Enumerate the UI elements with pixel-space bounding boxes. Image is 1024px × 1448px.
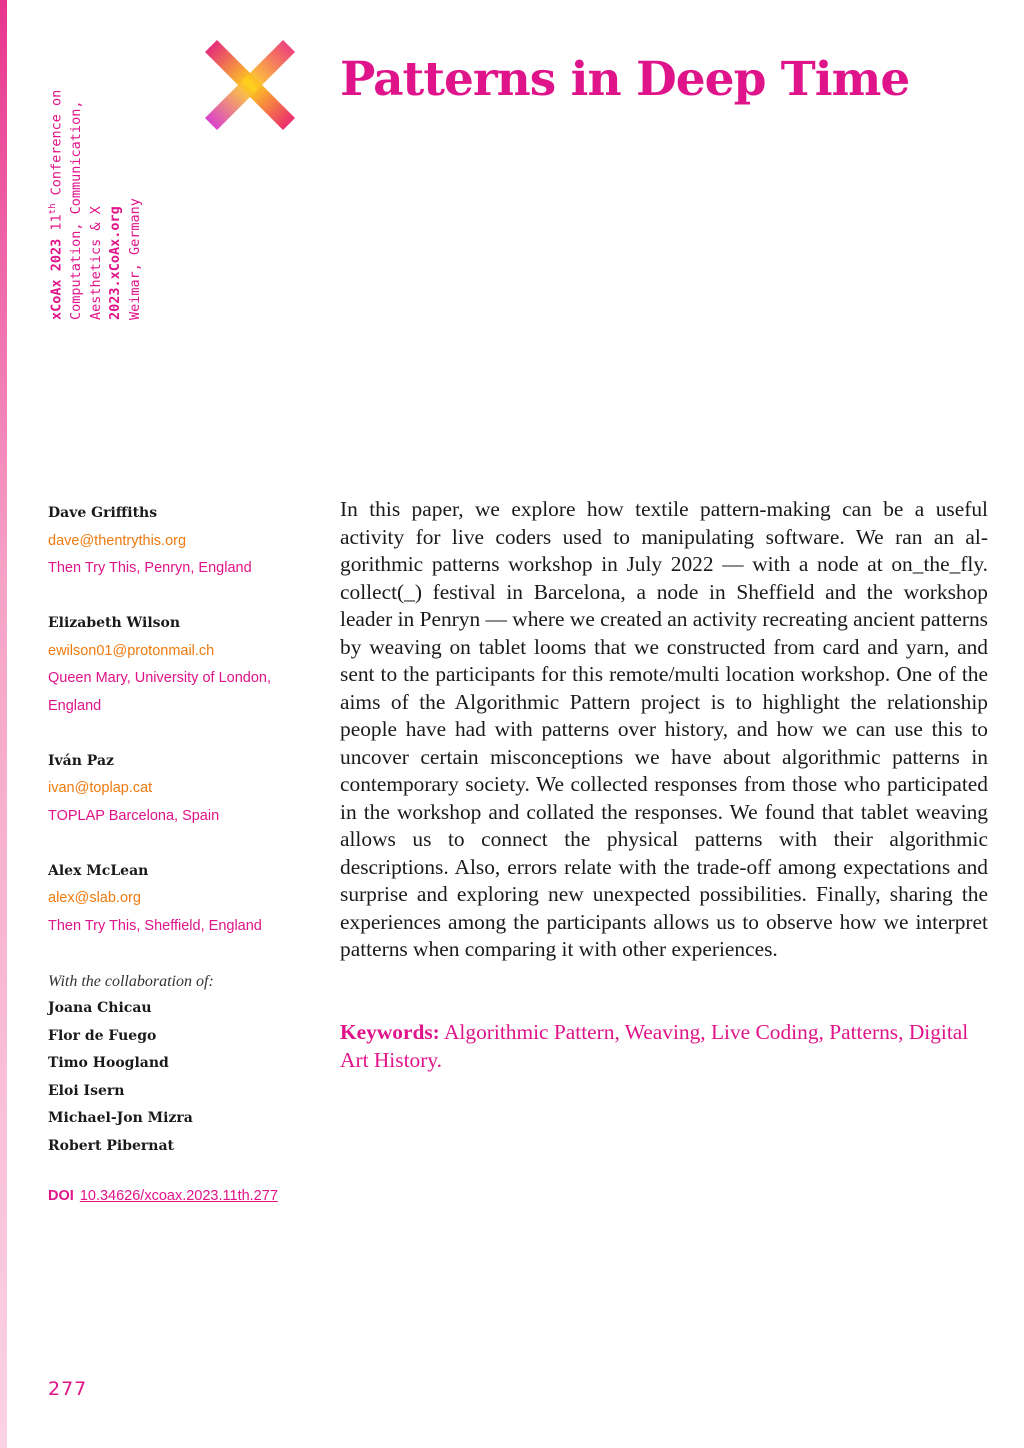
conference-line-1: xCoAx 2023 11th Conference on: [48, 89, 65, 320]
keywords-label: Keywords:: [340, 1020, 440, 1044]
author-list: [48, 500, 308, 1160]
author-block: [48, 500, 308, 583]
author-name: Dave Griffiths: [48, 505, 158, 521]
author-name: Iván Paz: [48, 752, 114, 769]
author-affiliation: Queen Mary, University of London,: [48, 670, 271, 686]
abstract-text: In this paper, we explore how textile pattern-making can be a useful activity for live coders used to manipulating software. We ran an algorithmic patterns workshop in July 2022 — with a node at on_the_fly.​collect(_) festival in Barcelona, a node in Sheffield and the workshop leader in Penryn — where we created an activity recreating ancient patterns by weaving on tablet looms that we constructed from card and yarn, and sent to the participants for this remote/multi location workshop. One of the aims of the Algorithmic Pattern project is to highlight the relationship people have had with patterns over history, and how we can use this to uncover certain misconceptions we have about algorithmic patterns in contemporary society. We collected responses from those who participated in the workshop and collated the responses. We found that tablet weaving allows us to connect the physical patterns with their algorithmic descriptions. Also, errors relate with the trade-off among expectations and surprise and exploring new unexpected possibilities. Finally, sharing the experiences among the participants allows us to observe how we interpret patterns when comparing it with other experiences.: [340, 497, 988, 961]
xcoax-x-logo-icon: [205, 40, 295, 130]
conference-line-3: Aesthetics & X: [87, 206, 104, 320]
keywords-text: Algorithmic Pattern, Weaving, Live Coding, Patterns, Digital Art History.: [340, 1020, 969, 1072]
author-email[interactable]: alex@slab.org: [48, 890, 141, 906]
collaboration-label: With the collaboration of:: [48, 972, 214, 990]
conference-location: Weimar, Germany: [126, 198, 143, 320]
collaborator-name: Michael-Jon Mizra: [48, 1110, 193, 1126]
author-email[interactable]: dave@thentrythis.org: [48, 532, 187, 549]
author-affiliation: England: [48, 697, 102, 714]
conference-website[interactable]: 2023.xCoAx.org: [107, 206, 123, 320]
collaborator-name: Robert Pibernat: [48, 1137, 175, 1154]
collaborator-name: Flor de Fuego: [48, 1027, 157, 1044]
collaborator-name: Joana Chicau: [48, 1000, 152, 1016]
author-affiliation: TOPLAP Barcelona, Spain: [48, 807, 220, 824]
page-number: 277: [48, 1378, 88, 1400]
collaborator-name: Eloi Isern: [48, 1082, 125, 1099]
conference-line-2: Computation, Communication,: [68, 100, 84, 320]
conference-name: xCoAx 2023: [48, 238, 65, 320]
paper-title: Patterns in Deep Time: [340, 52, 910, 107]
author-affiliation: Then Try This, Sheffield, England: [48, 917, 262, 934]
doi-line: [48, 1188, 278, 1204]
doi-link[interactable]: 10.34626/xcoax.2023.11th.277: [79, 1188, 278, 1204]
author-name: Elizabeth Wilson: [48, 615, 181, 631]
doi-label: DOI: [48, 1188, 74, 1204]
author-block: [48, 858, 308, 941]
conference-header: [44, 50, 145, 320]
author-name: Alex McLean: [48, 862, 149, 879]
author-email[interactable]: ewilson01@protonmail.ch: [48, 642, 215, 659]
collaboration-block: [48, 968, 308, 1161]
author-block: [48, 748, 308, 831]
author-block: [48, 610, 308, 720]
author-affiliation: Then Try This, Penryn, England: [48, 560, 252, 576]
collaborator-name: Timo Hoogland: [48, 1055, 169, 1071]
keywords: [340, 1019, 980, 1074]
author-email[interactable]: ivan@toplap.cat: [48, 780, 153, 796]
page-edge-bar: [0, 0, 7, 1448]
